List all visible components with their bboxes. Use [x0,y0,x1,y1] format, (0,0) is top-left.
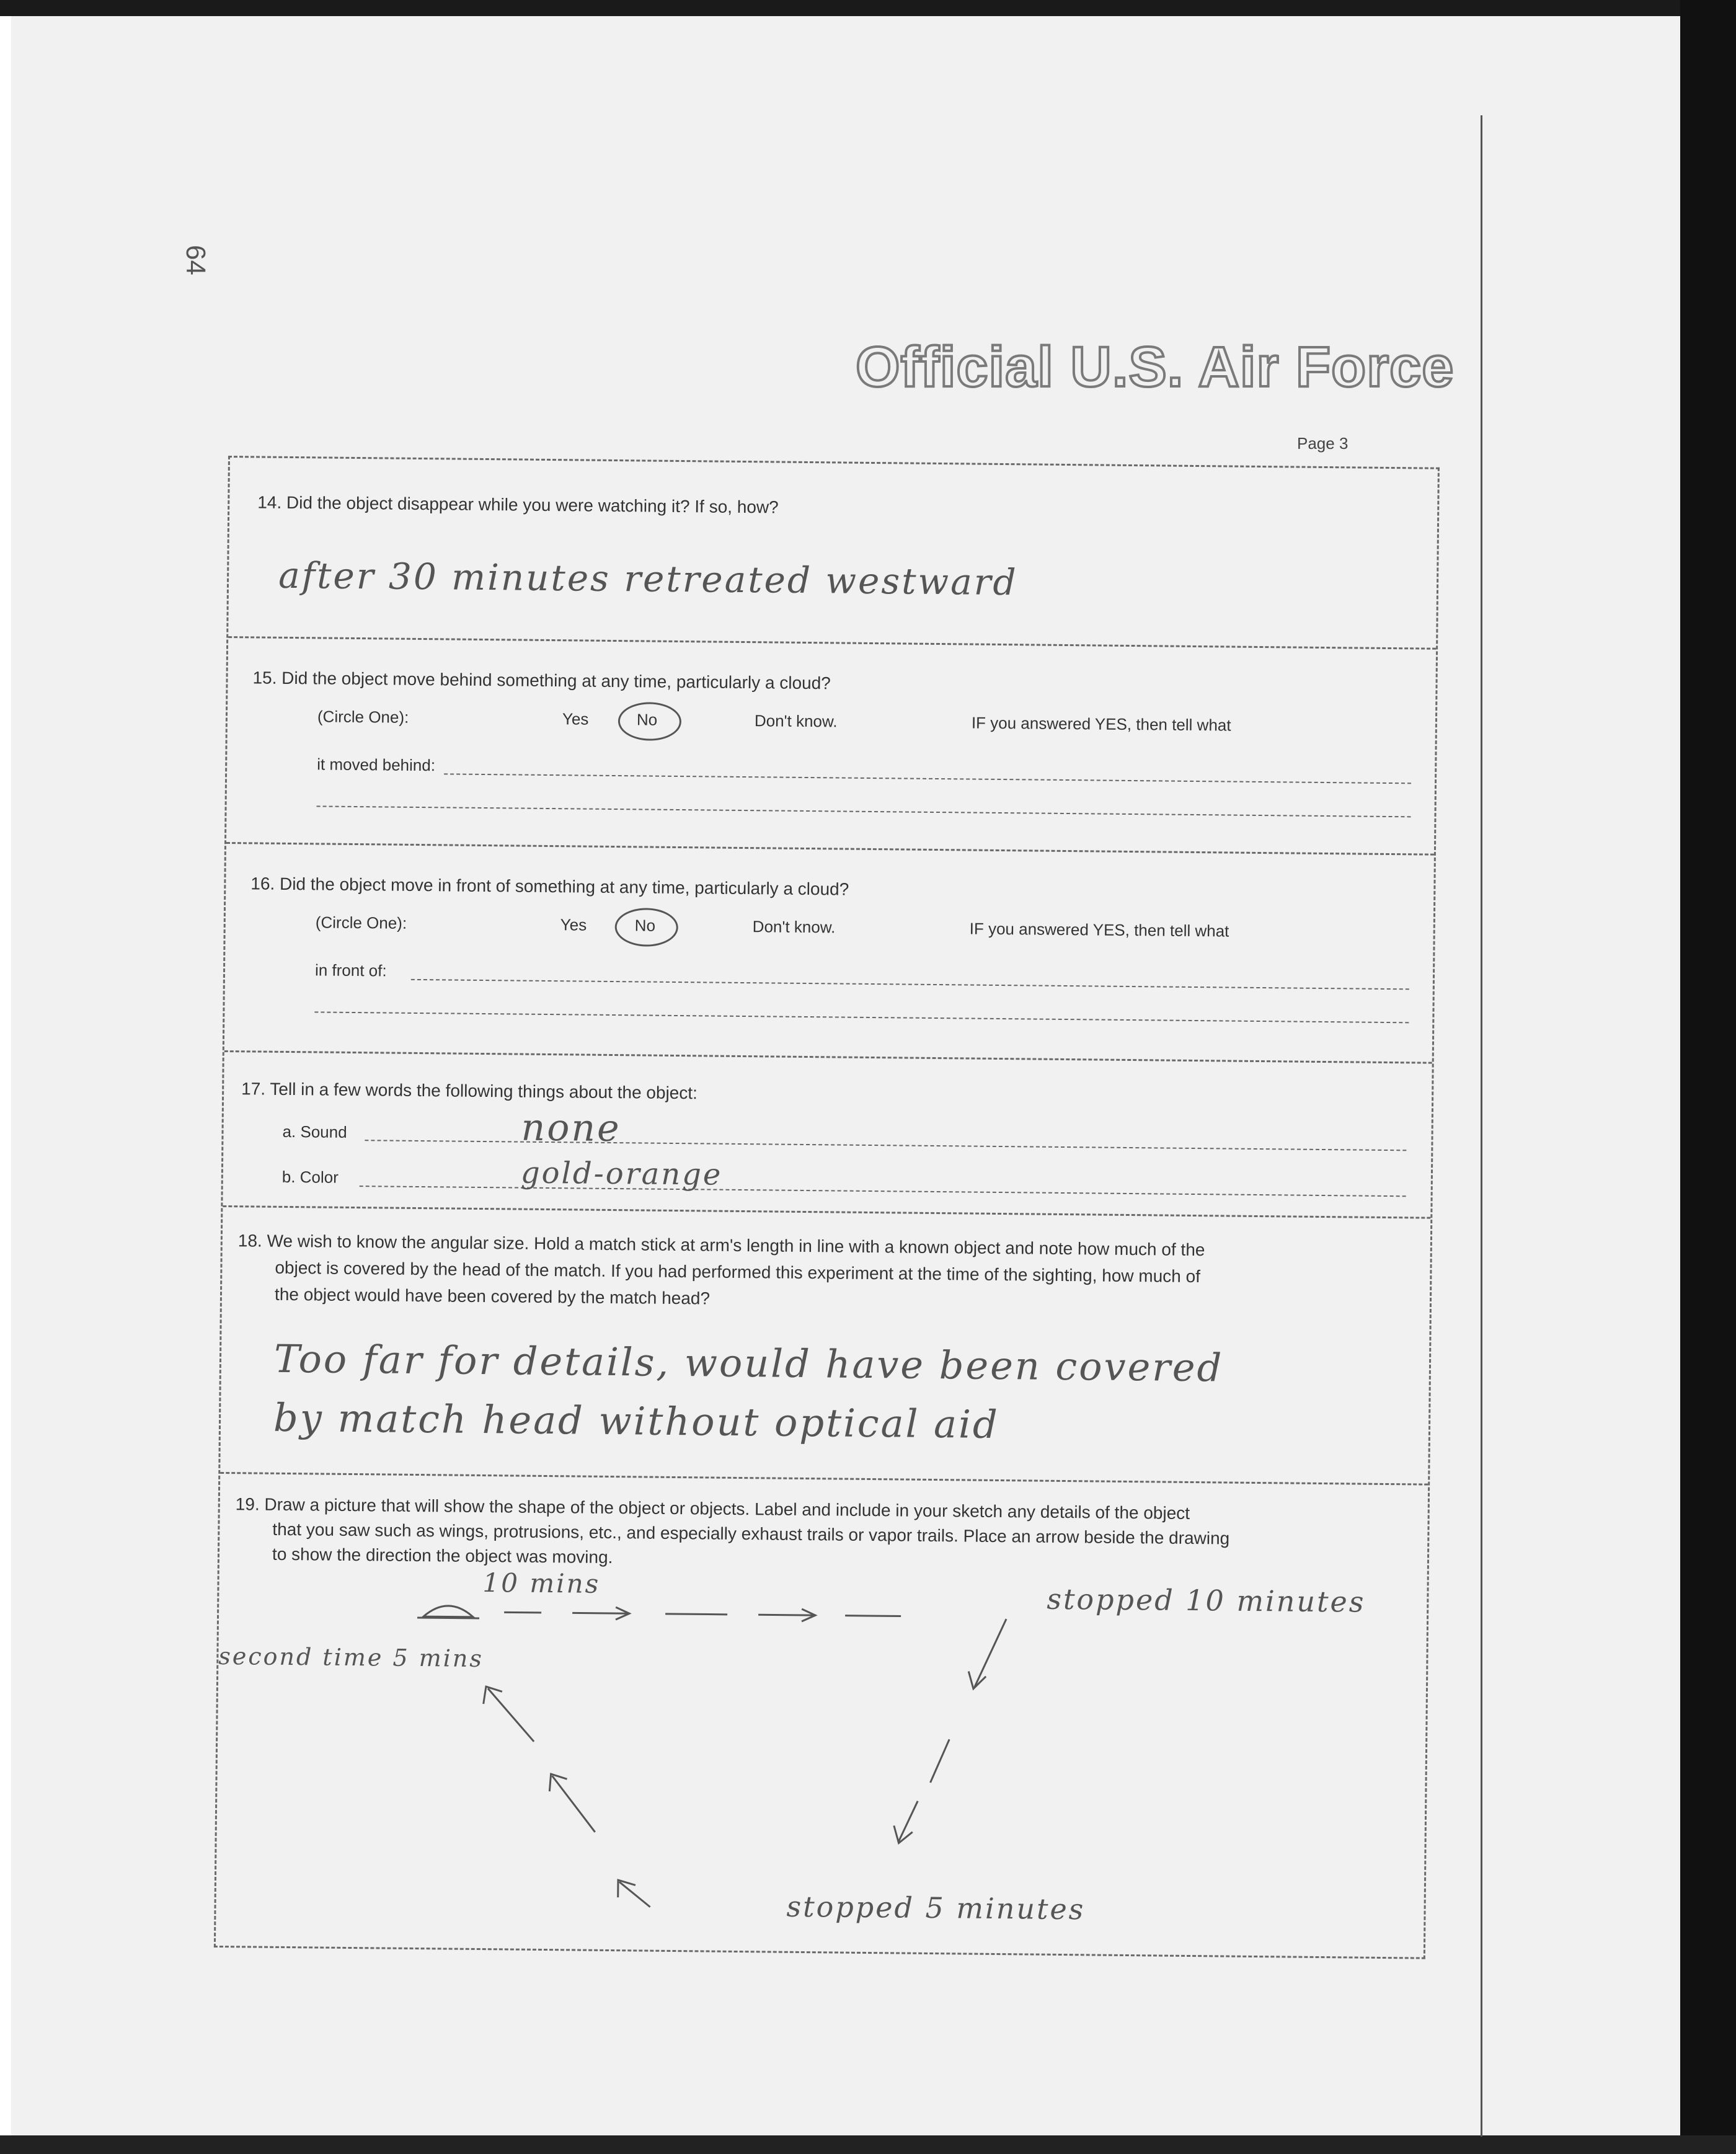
question-18-line-3: the object would have been covered by the match head? [274,1284,711,1308]
question-19-line-2: that you saw such as wings, protrusions, etc., and especially exhaust trails or vapor trails. Place an arrow beside the drawing [272,1519,1230,1548]
question-16-circle-label: (Circle One): [315,913,407,933]
question-18-answer-2: by match head without optical aid [273,1394,999,1448]
question-15-no: No [636,710,658,729]
fold-line [1481,115,1482,2137]
question-18-answer-1: Too far for details, would have been covered [273,1336,1224,1391]
question-18-line-1: 18. We wish to know the angular size. Hold a match stick at arm's length in line with a known object and note how much of the [237,1231,1205,1260]
question-14 [228,458,1438,650]
sound-label: a. Sound [282,1122,347,1141]
object-dome-shape [423,1606,473,1617]
question-15-line-2 [317,805,1411,817]
question-14-text: 14. Did the object disappear while you were watching it? If so, how? [257,492,779,517]
question-16 [224,842,1434,1064]
question-15-line-1 [444,773,1411,784]
question-16-dont-know: Don't know. [752,917,836,937]
color-label: b. Color [281,1167,339,1187]
question-19 [216,1472,1428,1957]
object-sketch [216,1472,1428,1957]
question-16-line-2 [314,1011,1409,1023]
path-down-right-1 [975,1619,1006,1687]
question-15-dont-know: Don't know. [754,711,838,731]
path-dash-3 [665,1614,727,1615]
question-16-text: 16. Did the object move in front of something at any time, particularly a cloud? [250,874,849,899]
question-18 [220,1205,1430,1486]
question-15-follow-label: it moved behind: [317,755,436,775]
question-16-yes: Yes [560,915,587,934]
question-15-yes: Yes [562,709,589,729]
arrow-down [894,1825,913,1843]
question-17-text: 17. Tell in a few words the following things about the object: [241,1079,698,1103]
scan-border-right [1680,0,1736,2154]
question-14-answer: after 30 minutes retreated westward [278,554,1018,604]
sketch-note-top: 10 mins [482,1567,601,1599]
questionnaire-form [214,456,1440,1959]
scan-border-bottom [0,2135,1736,2154]
path-down-right-2 [931,1739,950,1783]
question-17 [223,1050,1432,1219]
color-answer: gold-orange [520,1155,723,1192]
sketch-note-bottom: stopped 5 minutes [786,1889,1086,1926]
sound-answer: none [521,1106,621,1151]
scan-border-top [0,0,1736,16]
question-16-follow-label: in front of: [314,960,387,980]
path-up-left-1 [552,1776,596,1832]
question-15-if-yes: IF you answered YES, then tell what [971,713,1231,735]
question-16-no: No [634,916,656,935]
official-stamp: Official U.S. Air Force [856,335,1455,399]
path-dash-1 [504,1612,541,1613]
sketch-note-right: stopped 10 minutes [1047,1582,1366,1619]
question-16-no-circle [614,908,678,947]
question-15-circle-label: (Circle One): [317,707,409,727]
question-19-line-3: to show the direction the object was moving. [272,1544,613,1567]
question-15-text: 15. Did the object move behind something at any time, particularly a cloud? [252,668,831,693]
question-16-if-yes: IF you answered YES, then tell what [969,919,1229,941]
question-19-line-1: 19. Draw a picture that will show the shape of the object or objects. Label and include in your sketch any details of the object [235,1494,1190,1523]
page-label: Page 3 [1297,434,1348,453]
margin-number: 64 [180,245,211,275]
color-line [360,1186,1406,1197]
question-18-line-2: object is covered by the head of the match. If you had performed this experiment at the time of the sighting, how much of [275,1257,1201,1287]
question-15 [226,636,1436,856]
question-15-no-circle [618,702,682,741]
path-up-left-2 [487,1688,534,1742]
question-16-line-1 [411,979,1409,990]
sketch-note-left: second time 5 mins [218,1642,484,1673]
